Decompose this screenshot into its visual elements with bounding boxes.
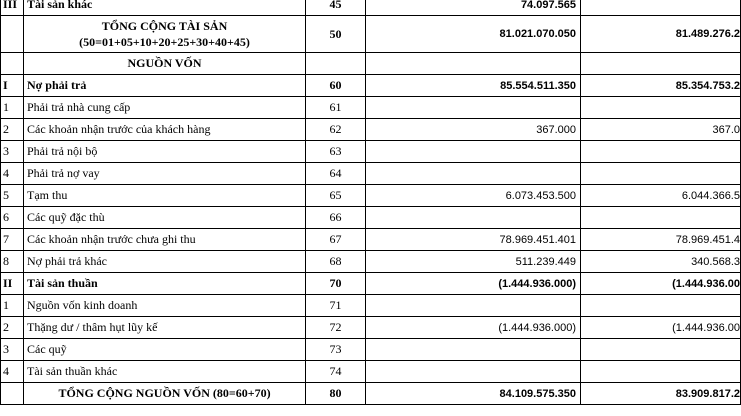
row-index-cell: 3 — [1, 339, 24, 361]
row-value-previous-cell: 367.0 — [581, 119, 741, 141]
row-code-cell: 74 — [306, 361, 366, 383]
row-name-cell: Tài sản thuần khác — [24, 361, 306, 383]
table-row — [1, 97, 741, 119]
row-index-cell: 4 — [1, 361, 24, 383]
row-value-previous-cell — [581, 141, 741, 163]
row-value-current-cell — [366, 163, 581, 185]
row-index-cell — [1, 383, 24, 405]
row-value-current-cell: 511.239.449 — [366, 251, 581, 273]
row-name-cell: Tài sản khác — [24, 0, 306, 16]
row-code-cell: 71 — [306, 295, 366, 317]
row-name-cell: TỔNG CỘNG NGUỒN VỐN (80=60+70) — [24, 383, 306, 405]
row-name-cell: Các quỹ — [24, 339, 306, 361]
row-index-cell: 3 — [1, 141, 24, 163]
row-code-cell: 45 — [306, 0, 366, 16]
table-row — [1, 273, 741, 295]
table-row — [1, 75, 741, 97]
row-value-current-cell: 367.000 — [366, 119, 581, 141]
row-value-previous-cell: 340.568.3 — [581, 251, 741, 273]
row-value-current-cell: 84.109.575.350 — [366, 383, 581, 405]
row-name-cell — [24, 16, 306, 53]
row-name-cell: Nguồn vốn kinh doanh — [24, 295, 306, 317]
row-index-cell — [1, 53, 24, 75]
row-name-cell: Các quỹ đặc thù — [24, 207, 306, 229]
row-value-current-cell — [366, 53, 581, 75]
row-index-cell: 7 — [1, 229, 24, 251]
row-code-cell: 68 — [306, 251, 366, 273]
table-row — [1, 207, 741, 229]
row-code-cell — [306, 53, 366, 75]
table-row — [1, 119, 741, 141]
row-code-cell: 72 — [306, 317, 366, 339]
row-name-cell: Các khoản nhận trước chưa ghi thu — [24, 229, 306, 251]
row-value-previous-cell: 78.969.451.4 — [581, 229, 741, 251]
row-code-cell: 62 — [306, 119, 366, 141]
table-row — [1, 16, 741, 53]
row-value-previous-cell — [581, 53, 741, 75]
row-value-previous-cell — [581, 339, 741, 361]
table-row — [1, 229, 741, 251]
table-row — [1, 0, 741, 16]
row-index-cell: 1 — [1, 295, 24, 317]
row-code-cell: 64 — [306, 163, 366, 185]
row-value-current-cell — [366, 97, 581, 119]
table-row — [1, 295, 741, 317]
row-index-cell: 1 — [1, 97, 24, 119]
row-name-line: (50=01+05+10+20+25+30+40+45) — [79, 35, 250, 49]
row-name-cell: Tạm thu — [24, 185, 306, 207]
row-value-current-cell: 6.073.453.500 — [366, 185, 581, 207]
row-index-cell: 6 — [1, 207, 24, 229]
row-index-cell: 2 — [1, 317, 24, 339]
row-value-previous-cell: 85.354.753.2 — [581, 75, 741, 97]
row-index-cell: 2 — [1, 119, 24, 141]
row-index-cell — [1, 16, 24, 53]
row-code-cell: 60 — [306, 75, 366, 97]
table-row — [1, 251, 741, 273]
row-value-current-cell — [366, 295, 581, 317]
row-value-previous-cell: (1.444.936.00 — [581, 317, 741, 339]
row-name-line: TỔNG CỘNG TÀI SẢN — [101, 19, 228, 33]
row-code-cell: 73 — [306, 339, 366, 361]
row-value-previous-cell — [581, 295, 741, 317]
table-row — [1, 339, 741, 361]
table-row — [1, 361, 741, 383]
row-code-cell: 67 — [306, 229, 366, 251]
row-code-cell: 50 — [306, 16, 366, 53]
row-code-cell: 66 — [306, 207, 366, 229]
row-value-current-cell — [366, 207, 581, 229]
table-row — [1, 141, 741, 163]
row-value-current-cell — [366, 361, 581, 383]
row-value-previous-cell — [581, 207, 741, 229]
row-value-previous-cell — [581, 0, 741, 16]
row-value-current-cell: 85.554.511.350 — [366, 75, 581, 97]
table-row — [1, 185, 741, 207]
row-value-previous-cell — [581, 163, 741, 185]
row-name-cell: NGUỒN VỐN — [24, 53, 306, 75]
row-name-cell: Tài sản thuần — [24, 273, 306, 295]
row-value-previous-cell: 6.044.366.5 — [581, 185, 741, 207]
row-value-current-cell: 81.021.070.050 — [366, 16, 581, 53]
row-value-previous-cell: 83.909.817.2 — [581, 383, 741, 405]
row-value-current-cell: (1.444.936.000) — [366, 273, 581, 295]
row-code-cell: 70 — [306, 273, 366, 295]
row-value-previous-cell — [581, 97, 741, 119]
row-code-cell: 65 — [306, 185, 366, 207]
row-value-previous-cell: (1.444.936.00 — [581, 273, 741, 295]
row-name-cell: Phải trả nội bộ — [24, 141, 306, 163]
row-index-cell: I — [1, 75, 24, 97]
row-name-cell: Phải trả nợ vay — [24, 163, 306, 185]
table-row — [1, 383, 741, 405]
table-row — [1, 317, 741, 339]
row-value-previous-cell — [581, 361, 741, 383]
row-index-cell: III — [1, 0, 24, 16]
row-value-current-cell: (1.444.936.000) — [366, 317, 581, 339]
balance-sheet-body — [1, 0, 741, 405]
row-name-cell: Thặng dư / thâm hụt lũy kế — [24, 317, 306, 339]
row-index-cell: 5 — [1, 185, 24, 207]
row-name-cell: Nợ phải trả — [24, 75, 306, 97]
table-row — [1, 163, 741, 185]
row-code-cell: 63 — [306, 141, 366, 163]
row-code-cell: 80 — [306, 383, 366, 405]
row-value-current-cell — [366, 339, 581, 361]
row-code-cell: 61 — [306, 97, 366, 119]
row-value-current-cell: 78.969.451.401 — [366, 229, 581, 251]
row-name-cell: Các khoản nhận trước của khách hàng — [24, 119, 306, 141]
table-row — [1, 53, 741, 75]
row-name-cell: Phải trả nhà cung cấp — [24, 97, 306, 119]
row-name-cell: Nợ phải trả khác — [24, 251, 306, 273]
row-index-cell: 8 — [1, 251, 24, 273]
row-value-current-cell: 74.097.565 — [366, 0, 581, 16]
row-index-cell: 4 — [1, 163, 24, 185]
row-value-previous-cell: 81.489.276.2 — [581, 16, 741, 53]
row-index-cell: II — [1, 273, 24, 295]
row-value-current-cell — [366, 141, 581, 163]
